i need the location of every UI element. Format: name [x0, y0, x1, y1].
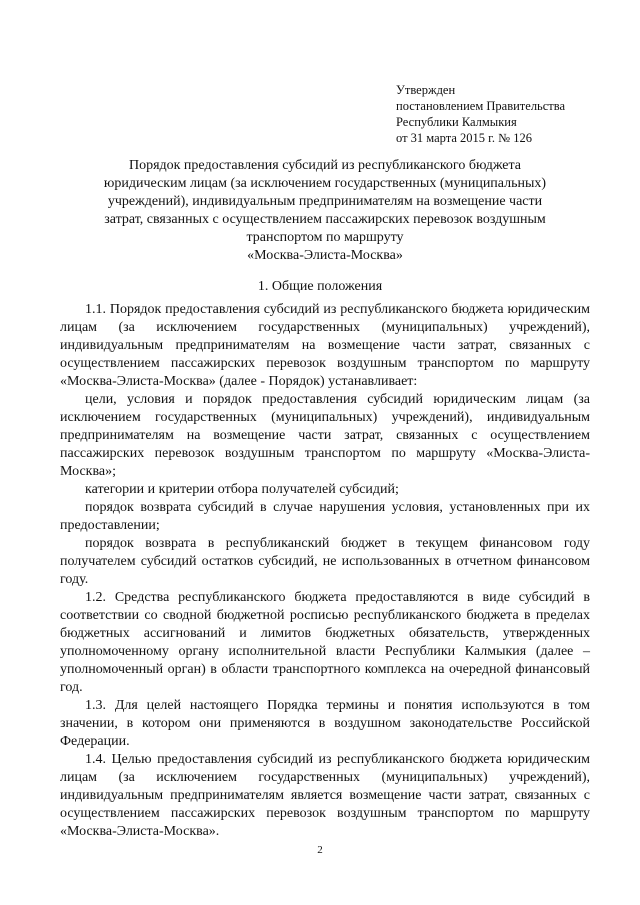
title-line: транспортом по маршруту — [246, 230, 404, 245]
paragraph: порядок возврата в республиканский бюджет в текущем финансовом году получателем субсидий остатков субсидий, не использованных в отчетном финансовом году. — [60, 536, 590, 587]
title-line: учреждений), индивидуальным предпринимателям на возмещение части — [107, 194, 543, 209]
title-line: Порядок предоставления субсидий из республиканского бюджета — [128, 158, 522, 173]
title-line: «Москва-Элиста-Москва» — [247, 248, 403, 263]
paragraph: 1.2. Средства республиканского бюджета предоставляются в виде субсидий в соответствии со сводной бюджетной росписью республиканского бюджета в пределах бюджетных ассигнований и лимитов бюджетных обязательств, утвержденных уполномоченному органу исполнительной власти Республики Калмыкия (далее – уполномоченный орган) в области транспортного комплекса на очередной финансовый год. — [60, 590, 590, 695]
paragraph: 1.4. Целью предоставления субсидий из республиканского бюджета юридическим лицам (за исключением государственных (муниципальных) учреждений), индивидуальным предпринимателям является возмещение части затрат, связанных с осуществлением пассажирских перевозок воздушным транспортом по маршруту «Москва-Элиста-Москва». — [60, 752, 590, 839]
paragraph: 1.3. Для целей настоящего Порядка термины и понятия используются в том значении, в котором они применяются в воздушном законодательстве Российской Федерации. — [60, 698, 590, 749]
section-heading: 1. Общие положения — [257, 279, 383, 294]
approval-line: Утвержден — [396, 83, 456, 97]
approval-stamp — [396, 82, 626, 146]
document-body — [60, 301, 590, 841]
paragraph: порядок возврата субсидий в случае нарушения условия, установленных при их предоставлении; — [60, 500, 590, 533]
title-line: затрат, связанных с осуществлением пассажирских перевозок воздушным — [104, 212, 546, 227]
paragraph: 1.1. Порядок предоставления субсидий из республиканского бюджета юридическим лицам (за исключением государственных (муниципальных) учреждений), индивидуальным предпринимателям на возмещение части затрат, связанных с осуществлением пассажирских перевозок воздушным транспортом по маршруту «Москва-Элиста-Москва» (далее - Порядок) устанавливает: — [60, 302, 590, 389]
paragraph: категории и критерии отбора получателей субсидий; — [85, 482, 399, 497]
approval-line: постановлением Правительства — [396, 99, 566, 113]
approval-line: от 31 марта 2015 г. № 126 — [396, 131, 532, 145]
page-number: 2 — [317, 844, 323, 856]
paragraph: цели, условия и порядок предоставления субсидий юридическим лицам (за исключением государственных (муниципальных) учреждений), индивидуальным предпринимателям на возмещение части затрат, связанных с осуществлением пассажирских перевозок воздушным транспортом по маршруту «Москва-Элиста-Москва»; — [60, 392, 590, 479]
title-line: юридическим лицам (за исключением государственных (муниципальных) — [103, 176, 547, 191]
document-title — [60, 157, 590, 265]
approval-line: Республики Калмыкия — [396, 115, 517, 129]
